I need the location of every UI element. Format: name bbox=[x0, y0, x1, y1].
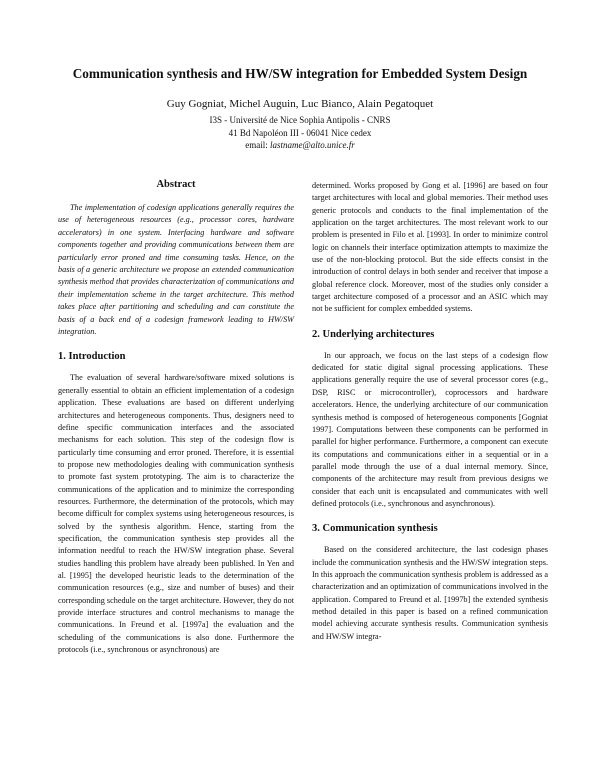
section-heading-introduction: 1. Introduction bbox=[58, 351, 126, 363]
paper-authors: Guy Gogniat, Michel Auguin, Luc Bianco, Alain Pegatoquet bbox=[166, 98, 434, 110]
underlying-architectures-paragraph: In our approach, we focus on the last steps of a codesign flow dedicated for static digital signal processing applications. These applications generally require the use of several processor cores (e.g., DSP, RISC or microcontroller), coprocessors and hardware accelerators. Hence, the underlying architecture of our communication synthesis method is composed of heterogeneous components [Gogniat 1997]. Computations between these components can be performed in parallel for higher performance. Furthermore, a component can execute its computations and communications either in a sequential or in a parallel mode through the use of a dual internal memory. Since, components of the architecture may result from previous designs we consider that each unit is encapsulated and communicates with well defined protocols (i.e., synchronous and asynchronous). bbox=[312, 350, 548, 508]
introduction-continuation: determined. Works proposed by Gong et al. [1996] are based on four target architectures with local and global memories. Their method uses generic protocols and conducts to the final implementation of the application on the target architectures. The most relevant work to our problem is presented in Filo et al. [1993]. In order to minimize control logic on channels their interface optimization attempts to maximize the use of the non-blocking protocol. But the side effects consist in the introduction of control delays in both sender and receiver that impose a global reference clock. Moreover, most of the studies only consider a target architecture composed of a processor and an ASIC which may not be sufficient for complex embedded systems. bbox=[312, 181, 548, 314]
affiliation-line-2: 41 Bd Napoléon III - 06041 Nice cedex bbox=[228, 127, 372, 138]
right-column bbox=[312, 180, 548, 643]
email-line bbox=[40, 139, 560, 152]
email-prefix: email: bbox=[245, 140, 270, 150]
abstract-heading: Abstract bbox=[156, 179, 196, 190]
communication-synthesis-paragraph: Based on the considered architecture, the last codesign phases include the communication synthesis and the HW/SW integration steps. In this approach the communication synthesis problem is addressed as a characterization and an optimization of communications involved in the application. Compared to Freund et al. [1997b] the extended synthesis method detailed in this paper is based on a refined communication model achieving accurate synthesis results. Communication synthesis and HW/SW integra- bbox=[312, 545, 548, 641]
abstract-text: The implementation of codesign applications generally requires the use of heterogeneous resources (e.g., processor cores, hardware accelerators) in one system. Interfacing hardware and software components together and providing communications between them are particularly error proned and time consuming tasks. Hence, on the basis of a generic architecture we propose an extended communication synthesis method that provides characterization of communications and their implementation scheme in the target architecture. This method takes place after partitioning and scheduling and can constitute the basis of a back end of a codesign framework leading to HW/SW integration. bbox=[58, 203, 294, 337]
paper-title: Communication synthesis and HW/SW integration for Embedded System Design bbox=[72, 66, 528, 81]
affiliation-line-1: I3S - Université de Nice Sophia Antipolis - CNRS bbox=[209, 115, 391, 125]
affiliation-block bbox=[40, 114, 560, 152]
left-column bbox=[58, 178, 294, 656]
section-heading-communication-synthesis: 3. Communication synthesis bbox=[312, 523, 438, 535]
introduction-paragraph: The evaluation of several hardware/software mixed solutions is generally essential to obtain an efficient implementation of a codesign application. These evaluations are based on different underlying architectures and heterogeneous components. Thus, designers need to define specific communication interfaces and the associated mechanisms for each solution. This step of the codesign flow is particularly time consuming and error proned. Therefore, it is essential to propose new methodologies dealing with communication synthesis to promote fast system prototyping. The aim is to characterize the communications of the application and to minimize the corresponding resources. Furthermore, the determination of the protocols, which may become difficult for complex systems using heterogeneous resources, is solved by the synthesis algorithm. Hence, starting from the specification, the communication synthesis step provides all the information needful to reach the HW/SW integration phase. Several studies handling this problem have already been published. In Yen and al. [1995] the developed heuristic leads to the determination of the communication resources (e.g., size and number of buses) and their corresponding schedule on the target architecture. However, they do not provide interface structures and control mechanisms to manage the communications. In Freund et al. [1997a] the evaluation and the scheduling of the communications is also done. Furthermore the protocols (i.e., synchronous or asynchronous) are bbox=[58, 373, 294, 655]
section-heading-underlying-architectures: 2. Underlying architectures bbox=[312, 328, 435, 340]
email-address: lastname@alto.unice.fr bbox=[269, 140, 355, 150]
